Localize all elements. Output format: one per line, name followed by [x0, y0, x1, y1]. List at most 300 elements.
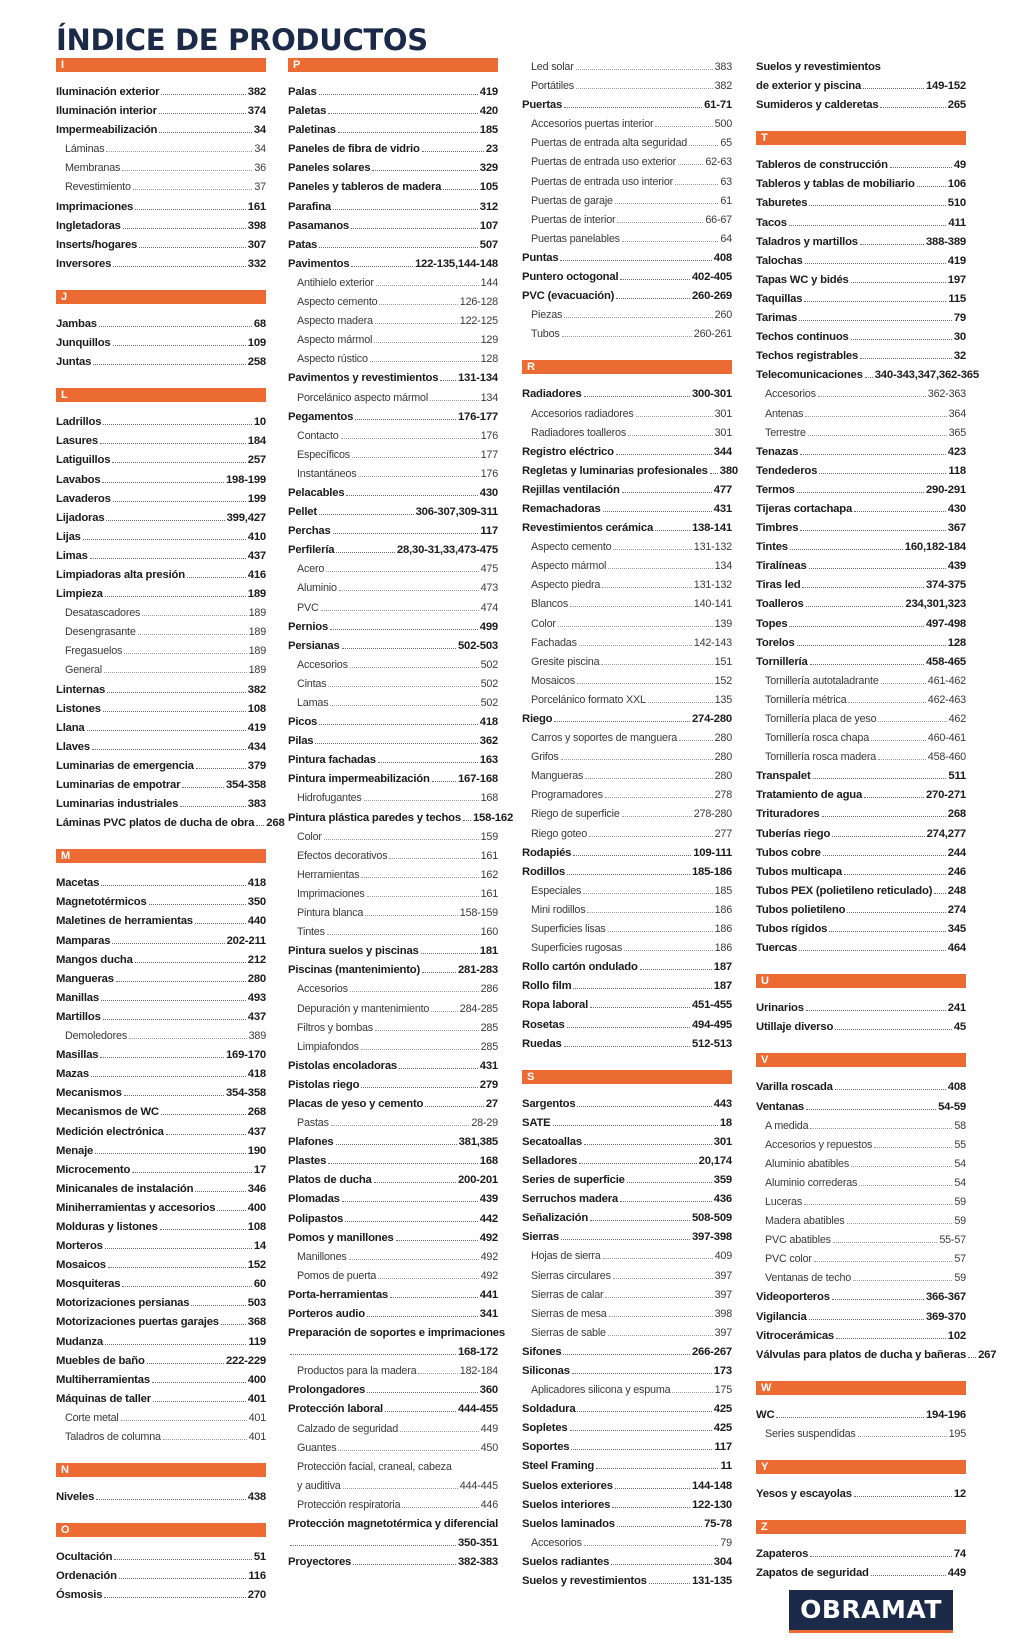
index-entry — [56, 1065, 266, 1084]
dot-leader — [367, 896, 479, 897]
index-entry — [56, 471, 266, 490]
dot-leader — [871, 1575, 946, 1576]
entry-label: Limpieza — [56, 588, 103, 601]
index-entry — [756, 366, 979, 385]
entry-page: 437 — [247, 1125, 266, 1138]
index-entry — [756, 653, 966, 672]
entry-page: 345 — [947, 923, 966, 936]
entry-page: 199 — [247, 492, 266, 505]
dot-leader — [463, 820, 471, 821]
entry-label: Macetas — [56, 877, 100, 890]
entry-label: Pavimentos — [288, 257, 350, 270]
entry-label: Mosaicos — [56, 1259, 106, 1272]
index-entry — [288, 1171, 498, 1190]
entry-page: 382-383 — [457, 1556, 498, 1569]
entry-page: 402-405 — [691, 271, 732, 284]
index-subentry — [522, 901, 732, 920]
entry-page: 286 — [480, 983, 498, 996]
entry-label: Urinarios — [756, 1002, 804, 1015]
entry-label: Molduras y listones — [56, 1220, 158, 1233]
entry-label: Paneles solares — [288, 162, 371, 175]
index-entry — [522, 519, 732, 538]
entry-page: 500 — [714, 118, 732, 131]
entry-page: 437 — [247, 1010, 266, 1023]
entry-label: Paletinas — [288, 124, 336, 137]
dot-leader — [602, 587, 692, 588]
entry-page: 187 — [713, 980, 732, 993]
index-entry — [756, 290, 966, 309]
entry-page: 398 — [714, 1307, 732, 1320]
entry-page: 49 — [953, 159, 966, 172]
index-subentry — [522, 306, 732, 325]
entry-label: Llana — [56, 721, 85, 734]
entry-page: 169-170 — [225, 1049, 266, 1062]
entry-label: Topes — [756, 617, 788, 630]
entry-page: 301 — [714, 407, 732, 420]
index-subentry — [288, 599, 498, 618]
entry-page: 260 — [714, 309, 732, 322]
index-entry — [56, 1008, 266, 1027]
entry-page: 158-162 — [472, 811, 514, 824]
index-entry — [756, 347, 966, 366]
entry-page: 20,174 — [698, 1154, 732, 1167]
entry-label: Válvulas para platos de ducha y bañeras — [756, 1348, 967, 1361]
entry-page: 186 — [714, 942, 732, 955]
dot-leader — [121, 1420, 247, 1421]
dot-leader — [567, 874, 690, 875]
entry-page: 187 — [713, 961, 732, 974]
entry-page: 159 — [480, 830, 498, 843]
entry-page: 341 — [479, 1308, 498, 1320]
entry-page: 281-283 — [457, 964, 498, 977]
dot-leader — [149, 904, 246, 905]
index-subentry — [288, 465, 498, 484]
entry-page: 189 — [248, 626, 266, 639]
entry-page: 168 — [479, 1155, 498, 1168]
index-entry — [522, 1515, 732, 1534]
entry-page: 477 — [713, 483, 732, 496]
dot-leader — [848, 702, 925, 703]
dot-leader — [367, 1392, 478, 1393]
dot-leader — [605, 797, 713, 798]
index-subentry — [522, 1534, 732, 1553]
entry-label: Maletines de herramientas — [56, 915, 193, 928]
entry-label: Techos continuos — [756, 331, 849, 344]
entry-page: 189 — [248, 664, 266, 677]
dot-leader — [847, 912, 945, 913]
entry-label: Tubos PEX (polietileno reticulado) — [756, 884, 933, 897]
index-entry — [56, 912, 266, 931]
entry-label: Medición electrónica — [56, 1125, 164, 1138]
entry-label: Paletas — [288, 105, 327, 118]
dot-leader — [345, 1221, 478, 1222]
entry-page: 267 — [978, 1348, 997, 1361]
entry-label: Niveles — [56, 1491, 95, 1504]
dot-leader — [584, 396, 690, 397]
entry-page: 397 — [714, 1288, 732, 1301]
index-entry — [288, 713, 498, 732]
index-subentry — [288, 446, 498, 465]
dot-leader — [844, 874, 946, 875]
index-entry — [56, 893, 266, 912]
entry-page: 410 — [247, 530, 266, 543]
entry-page: 176 — [480, 467, 498, 480]
dot-leader — [596, 1468, 718, 1469]
index-entry — [56, 719, 266, 738]
entry-page: 79 — [953, 312, 966, 325]
index-entry — [522, 268, 732, 287]
dot-leader — [400, 1431, 479, 1432]
dot-leader — [102, 482, 224, 483]
entry-label: Portátiles — [531, 80, 575, 93]
entry-page: 278-280 — [693, 808, 732, 821]
dot-leader — [802, 587, 923, 588]
entry-label: Pellet — [288, 506, 317, 519]
dot-leader — [655, 530, 690, 531]
entry-label: Pastas — [297, 1117, 329, 1130]
index-subentry — [288, 1496, 498, 1515]
dot-leader — [122, 1286, 251, 1287]
index-entry — [522, 1343, 732, 1362]
dot-leader — [351, 266, 413, 267]
index-entry — [522, 287, 732, 306]
entry-page: 362 — [479, 735, 498, 748]
entry-label: Acero — [297, 563, 325, 576]
dot-leader — [425, 1106, 484, 1107]
entry-label: Sopletes — [522, 1422, 568, 1435]
entry-label: Impermeabilización — [56, 124, 158, 137]
entry-page: 195 — [948, 1427, 966, 1440]
entry-label: Mecanismos — [56, 1087, 122, 1100]
entry-page: 502 — [480, 677, 498, 690]
entry-page: 280 — [714, 732, 732, 745]
entry-page: 144-148 — [691, 1479, 732, 1492]
index-entry — [288, 522, 498, 541]
entry-label: Taquillas — [756, 292, 803, 305]
entry-label: Perchas — [288, 525, 331, 538]
entry-label: Motorizaciones puertas garajes — [56, 1316, 219, 1329]
entry-label: Tubos — [531, 328, 560, 341]
dot-leader — [361, 1087, 477, 1088]
dot-leader — [166, 1134, 246, 1135]
entry-page: 439 — [947, 560, 966, 573]
entry-page: 158-159 — [459, 907, 498, 920]
entry-label: Cintas — [297, 677, 327, 690]
entry-page: 185-186 — [691, 865, 732, 878]
entry-label: Tornillería rosca chapa — [765, 732, 870, 745]
section-header-j: J — [56, 290, 266, 304]
index-subentry — [756, 691, 966, 710]
entry-label: Depuración y mantenimiento — [297, 1002, 430, 1015]
entry-label: Aspecto rústico — [297, 353, 368, 366]
entry-label: Aspecto mármol — [531, 560, 607, 573]
entry-label: Mudanza — [56, 1335, 103, 1348]
entry-label: A medida — [765, 1119, 809, 1132]
index-subentry — [522, 920, 732, 939]
entry-page: 128 — [947, 636, 966, 649]
index-entry — [56, 700, 266, 719]
entry-page: 161 — [480, 887, 498, 900]
entry-label: Radiadores toalleros — [531, 426, 627, 439]
index-subentry — [288, 1019, 498, 1038]
entry-page: 131-134 — [457, 372, 498, 385]
logo-accent-bar — [789, 1630, 953, 1633]
entry-label: Tenazas — [756, 445, 799, 458]
dot-leader — [92, 749, 246, 750]
dot-leader — [342, 1201, 478, 1202]
index-entry — [56, 970, 266, 989]
entry-label: Picos — [288, 716, 318, 729]
entry-label: Tubos multicapa — [756, 865, 842, 878]
dot-leader — [116, 981, 246, 982]
index-subentry — [522, 615, 732, 634]
entry-page: 79 — [720, 1536, 732, 1549]
entry-page: 268 — [266, 817, 285, 830]
dot-leader — [138, 634, 247, 635]
entry-label: Listones — [56, 702, 101, 715]
entry-page: 360 — [479, 1384, 498, 1397]
entry-label: Paneles de fibra de vidrio — [288, 143, 420, 156]
index-subentry — [756, 710, 966, 729]
entry-page: 419 — [479, 86, 498, 98]
entry-label: Pintura impermeabilización — [288, 773, 430, 786]
dot-leader — [107, 692, 246, 693]
index-subentry — [522, 115, 732, 134]
entry-page: 397 — [714, 1269, 732, 1282]
index-entry — [756, 844, 966, 863]
dot-leader — [328, 686, 478, 687]
entry-page: 163 — [479, 754, 498, 767]
entry-page: 134 — [480, 391, 498, 404]
index-entry — [56, 1256, 266, 1275]
entry-label: Aspecto cemento — [531, 541, 612, 554]
dot-leader — [616, 454, 712, 455]
index-subentry — [522, 325, 732, 344]
dot-leader — [113, 345, 246, 346]
entry-page: 381,385 — [458, 1136, 498, 1149]
dot-leader — [858, 1436, 947, 1437]
entry-label: Porcelánico aspecto mármol — [297, 391, 429, 404]
entry-page: 401 — [248, 1411, 266, 1424]
entry-label: Registro eléctrico — [522, 445, 614, 458]
index-subentry — [756, 1212, 966, 1231]
dot-leader — [375, 323, 458, 324]
entry-label: Pomos y manillones — [288, 1231, 394, 1244]
index-entry — [756, 481, 966, 500]
entry-label: Plastes — [288, 1155, 327, 1168]
index-entry — [756, 1346, 997, 1365]
dot-leader — [678, 164, 703, 165]
dot-leader — [878, 721, 946, 722]
entry-page: 168 — [480, 792, 498, 805]
entry-label: Remachadoras — [522, 502, 601, 515]
dot-leader — [819, 473, 946, 474]
dot-leader — [585, 778, 712, 779]
dot-leader — [603, 1258, 713, 1259]
dot-leader — [256, 825, 264, 826]
entry-label: Tuberías riego — [756, 827, 831, 840]
entry-label: Parafina — [288, 200, 331, 213]
index-entry — [288, 618, 498, 637]
dot-leader — [640, 969, 712, 970]
index-entry — [756, 443, 966, 462]
entry-page: 66-67 — [705, 213, 732, 226]
entry-page: 443 — [713, 1097, 732, 1110]
dot-leader — [101, 885, 246, 886]
dot-leader — [161, 94, 245, 95]
entry-label: Taladros y martillos — [756, 235, 858, 248]
index-entry — [522, 1496, 732, 1515]
index-entry — [56, 451, 266, 470]
entry-page: 285 — [480, 1021, 498, 1034]
index-subentry — [522, 557, 732, 576]
dot-leader — [101, 1000, 246, 1001]
index-entry — [522, 1114, 732, 1133]
entry-page: 189 — [248, 645, 266, 658]
entry-label: Mangueras — [56, 972, 114, 985]
index-entry — [756, 214, 966, 233]
index-entry — [756, 825, 966, 844]
dot-leader — [333, 209, 478, 210]
entry-page: 365 — [948, 426, 966, 439]
dot-leader — [809, 205, 945, 206]
entry-label: Aspecto cemento — [297, 296, 378, 309]
dot-leader — [797, 492, 924, 493]
dot-leader — [603, 511, 712, 512]
dot-leader — [612, 1507, 690, 1508]
index-subentry — [288, 427, 498, 446]
entry-label: Ventanas de techo — [765, 1272, 852, 1285]
entry-label: Limas — [56, 549, 88, 562]
entry-page: 307 — [247, 238, 266, 251]
entry-page: 399,427 — [226, 511, 266, 524]
entry-label: Instantáneos — [297, 467, 357, 480]
index-entry — [56, 353, 266, 372]
entry-label: Yesos y escayolas — [756, 1488, 852, 1500]
entry-page: 418 — [247, 1068, 266, 1081]
entry-page: 258 — [247, 356, 266, 369]
entry-page: 420 — [479, 105, 498, 118]
entry-label: Linternas — [56, 683, 106, 696]
entry-label: Puertas de entrada uso interior — [531, 175, 674, 188]
index-subentry — [288, 789, 498, 808]
entry-page: 260-269 — [691, 290, 732, 303]
dot-leader — [106, 520, 224, 521]
index-subentry — [288, 694, 498, 713]
dot-leader — [880, 107, 945, 108]
entry-label: Riego goteo — [531, 827, 588, 840]
dot-leader — [881, 683, 926, 684]
dot-leader — [375, 1030, 479, 1031]
index-entry — [56, 236, 266, 255]
entry-label: Manillones — [297, 1250, 347, 1263]
index-subentry — [756, 1155, 966, 1174]
dot-leader — [608, 568, 712, 569]
entry-page: 118 — [948, 464, 966, 477]
entry-label: Hidrofugantes — [297, 792, 362, 805]
dot-leader — [443, 189, 477, 190]
entry-page: 329 — [479, 162, 498, 175]
dot-leader — [367, 1316, 478, 1317]
index-entry — [756, 462, 966, 481]
index-entry — [756, 175, 966, 194]
dot-leader — [430, 400, 479, 401]
entry-page: 344 — [713, 445, 732, 458]
dot-leader — [616, 298, 690, 299]
index-subentry — [56, 642, 266, 661]
dot-leader — [103, 711, 246, 712]
entry-page: 182-184 — [459, 1365, 498, 1378]
index-subentry — [756, 1269, 966, 1288]
entry-label: Pavimentos y revestimientos — [288, 372, 439, 385]
entry-page: 11 — [720, 1460, 732, 1473]
dot-leader — [553, 1125, 718, 1126]
entry-label: Luminarias de emergencia — [56, 759, 194, 772]
dot-leader — [874, 1147, 952, 1148]
entry-page: 212 — [247, 953, 266, 966]
entry-label: Varilla roscada — [756, 1081, 833, 1094]
index-subentry — [288, 675, 498, 694]
index-subentry — [756, 385, 966, 404]
dot-leader — [571, 1449, 712, 1450]
entry-label: Utillaje diverso — [756, 1021, 834, 1034]
entry-label: Puertas panelables — [531, 232, 620, 245]
dot-leader — [422, 972, 456, 973]
dot-leader — [809, 568, 946, 569]
entry-label: Imprimaciones — [56, 200, 134, 213]
entry-label: Sierras de sable — [531, 1326, 606, 1339]
entry-page: 332 — [247, 257, 266, 270]
entry-label: Tratamiento de agua — [756, 789, 863, 802]
entry-page: 423 — [947, 445, 966, 458]
index-entry — [756, 920, 966, 939]
entry-page: 117 — [714, 1441, 732, 1454]
entry-page: 27 — [485, 1097, 498, 1110]
dot-leader — [100, 443, 246, 444]
index-subentry — [522, 405, 732, 424]
entry-label: Programadores — [531, 789, 603, 802]
dot-leader — [570, 1430, 712, 1431]
dot-leader — [564, 1046, 690, 1047]
entry-page: 162 — [480, 868, 498, 881]
entry-page: 36 — [254, 162, 266, 175]
index-entry — [522, 1553, 732, 1572]
dot-leader — [649, 1583, 690, 1584]
entry-page: 126-128 — [459, 296, 498, 309]
entry-page: 185 — [479, 124, 498, 137]
entry-label: Antenas — [765, 407, 804, 420]
section-header-v: V — [756, 1053, 966, 1067]
entry-label: Taladros de columna — [65, 1431, 161, 1443]
index-entry — [756, 194, 966, 213]
index-entry — [756, 1327, 966, 1346]
entry-page: 430 — [947, 502, 966, 515]
entry-label: Transpalet — [756, 770, 811, 783]
entry-page: 109 — [247, 337, 266, 350]
entry-label: Ordenación — [56, 1570, 117, 1583]
entry-page: 152 — [247, 1259, 266, 1272]
entry-label: Ropa laboral — [522, 999, 589, 1012]
entry-label: Iluminación interior — [56, 105, 157, 118]
entry-label: Aspecto mármol — [297, 334, 373, 347]
entry-page: 408 — [947, 1081, 966, 1094]
index-entry — [288, 1286, 498, 1305]
entry-page: 61-71 — [704, 99, 732, 112]
entry-page: 197 — [947, 273, 966, 286]
entry-label: Revestimientos cerámica — [522, 522, 654, 535]
dot-leader — [562, 336, 692, 337]
entry-page: 30 — [953, 331, 966, 344]
